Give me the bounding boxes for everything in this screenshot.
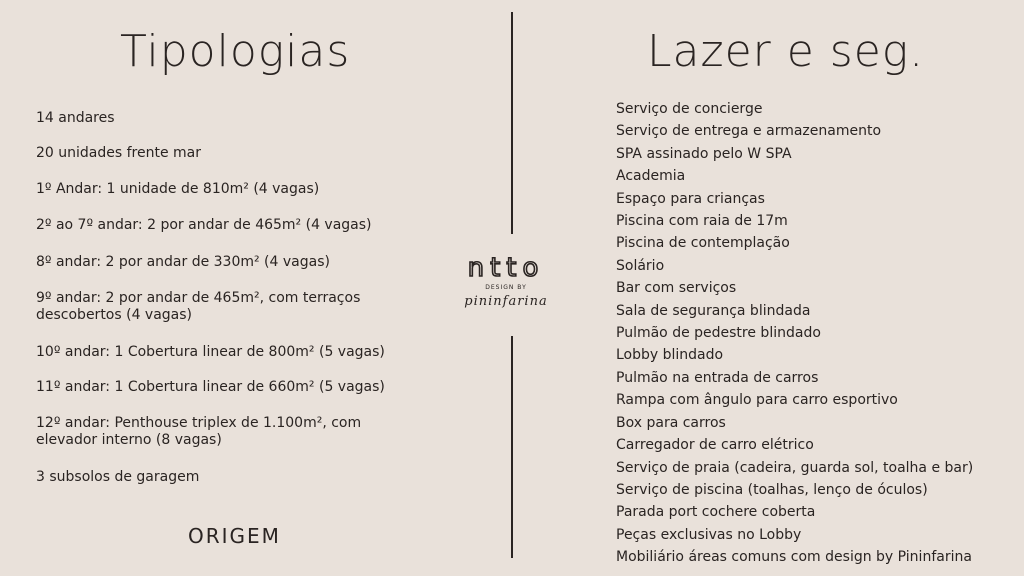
list-item: Peças exclusivas no Lobby [616, 526, 802, 543]
list-item: 12º andar: Penthouse triplex de 1.100m², com elevador interno (8 vagas) [36, 415, 362, 448]
origem-logo: ORIGEM [188, 524, 281, 548]
lazer-list [616, 98, 1016, 569]
list-item: 2º ao 7º andar: 2 por andar de 465m² (4 vagas) [36, 217, 372, 233]
list-item: 11º andar: 1 Cobertura linear de 660m² (5 vagas) [36, 379, 385, 395]
list-item: Carregador de carro elétrico [616, 437, 814, 454]
list-item: Serviço de entrega e armazenamento [616, 123, 882, 140]
list-item: Serviço de concierge [616, 101, 763, 117]
svg-text:ntto: ntto [467, 254, 545, 282]
list-item: Box para carros [616, 414, 726, 431]
list-item: 3 subsolos de garagem [36, 469, 200, 485]
divider-top [511, 12, 513, 234]
list-item: 14 andares [36, 110, 115, 126]
divider-bottom [511, 336, 513, 558]
list-item: 10º andar: 1 Cobertura linear de 800m² (5 vagas) [36, 344, 385, 360]
list-item: Mobiliário áreas comuns com design by Pininfarina [616, 549, 972, 566]
ntto-logo [432, 254, 580, 282]
ntto-pininfarina-logo [432, 254, 580, 318]
list-item: Espaço para crianças [616, 190, 765, 207]
tipologias-title: Tipologias [120, 26, 351, 77]
list-item: Parada port cochere coberta [616, 504, 816, 521]
list-item: Sala de segurança blindada [616, 302, 811, 319]
list-item: Lobby blindado [616, 347, 724, 364]
lazer-title: Lazer e seg. [647, 26, 925, 77]
list-item: Bar com serviços [616, 280, 737, 297]
pininfarina-logo: pininfarina [464, 294, 548, 309]
list-item: 20 unidades frente mar [36, 145, 201, 161]
list-item: 9º andar: 2 por andar de 465m², com terraços descobertos (4 vagas) [36, 290, 361, 323]
list-item: Piscina de contemplação [616, 235, 790, 252]
list-item: Rampa com ângulo para carro esportivo [616, 392, 898, 409]
design-by-label: DESIGN BY [485, 284, 527, 291]
list-item: Piscina com raia de 17m [616, 213, 788, 230]
list-item: Serviço de praia (cadeira, guarda sol, toalha e bar) [616, 459, 974, 476]
list-item: Serviço de piscina (toalhas, lenço de óculos) [616, 481, 928, 498]
list-item: Academia [616, 168, 686, 185]
list-item: Pulmão de pedestre blindado [616, 325, 821, 342]
list-item: 8º andar: 2 por andar de 330m² (4 vagas) [36, 254, 330, 270]
list-item: SPA assinado pelo W SPA [616, 145, 792, 162]
list-item: 1º Andar: 1 unidade de 810m² (4 vagas) [36, 181, 320, 197]
list-item: Pulmão na entrada de carros [616, 369, 819, 386]
list-item: Solário [616, 257, 665, 274]
